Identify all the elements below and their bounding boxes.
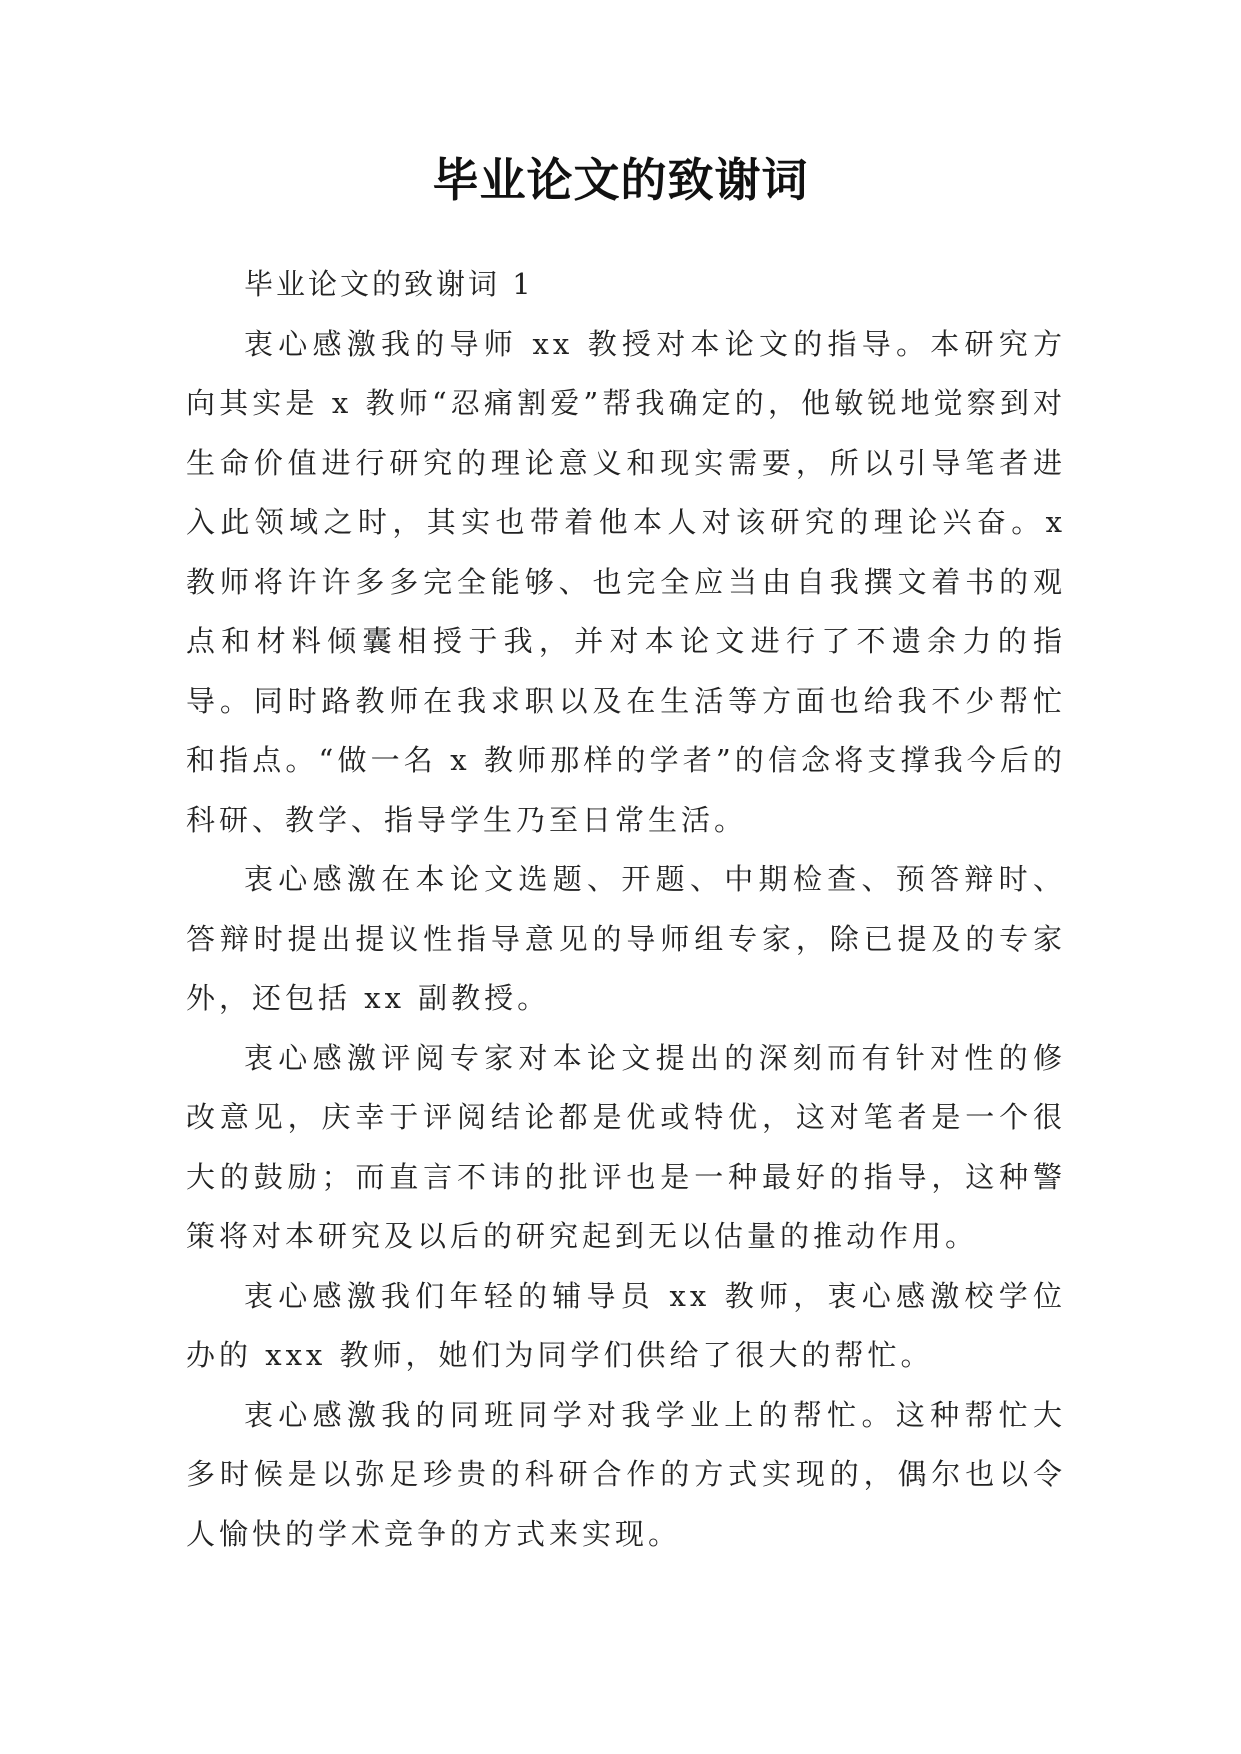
paragraph: 衷心感激我的同班同学对我学业上的帮忙。这种帮忙大多时候是以弥足珍贵的科研合作的方式实现的，偶尔也以令人愉快的学术竞争的方式来实现。 (186, 1397, 1066, 1551)
paragraph: 衷心感激在本论文选题、开题、中期检查、预答辩时、答辩时提出提议性指导意见的导师组专家，除已提及的专家外，还包括 xx 副教授。 (186, 862, 1066, 1015)
document-title: 毕业论文的致谢词 (432, 153, 809, 207)
document-body (186, 255, 1066, 1564)
paragraph: 衷心感激我的导师 xx 教授对本论文的指导。本研究方向其实是 x 教师“忍痛割爱”帮我确定的，他敏锐地觉察到对生命价值进行研究的理论意义和现实需要，所以引导笔者进入此领域之时，其实也带着他本人对该研究的理论兴奋。x 教师将许许多多完全能够、也完全应当由自我撰文着书的观点和材料倾囊相授于我，并对本论文进行了不遗余力的指导。同时路教师在我求职以及在生活等方面也给我不少帮忙和指点。“做一名 x 教师那样的学者”的信念将支撑我今后的科研、教学、指导学生乃至日常生活。 (186, 326, 1066, 837)
paragraph: 衷心感激我们年轻的辅导员 xx 教师，衷心感激校学位办的 xxx 教师，她们为同学们供给了很大的帮忙。 (186, 1278, 1066, 1372)
section-heading: 毕业论文的致谢词 1 (244, 267, 534, 301)
paragraph: 衷心感激评阅专家对本论文提出的深刻而有针对性的修改意见，庆幸于评阅结论都是优或特优，这对笔者是一个很大的鼓励；而直言不讳的批评也是一种最好的指导，这种警策将对本研究及以后的研究起到无以估量的推动作用。 (186, 1040, 1066, 1253)
